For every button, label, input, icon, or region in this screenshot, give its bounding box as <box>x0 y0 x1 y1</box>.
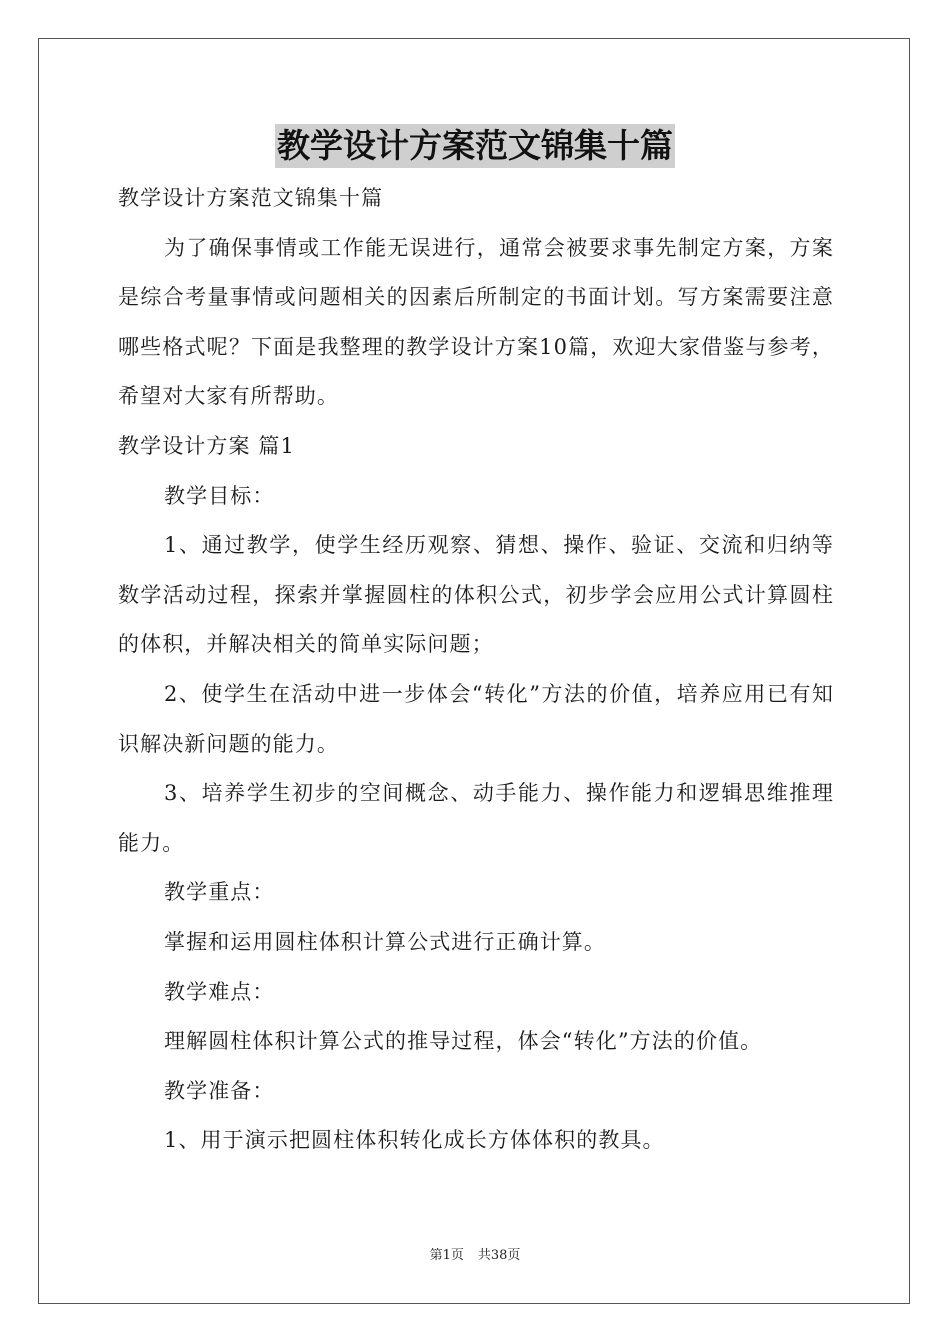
goals-label: 教学目标： <box>164 483 275 508</box>
key-label: 教学重点： <box>164 880 275 905</box>
difficulty-text: 理解圆柱体积计算公式的推导过程，体会“转化”方法的价值。 <box>164 1029 763 1054</box>
page-number: 第1页 <box>429 1248 464 1263</box>
section-heading: 教学设计方案 篇1 <box>118 433 295 458</box>
title-container <box>0 124 950 168</box>
prep-label: 教学准备： <box>164 1078 275 1103</box>
subtitle: 教学设计方案范文锦集十篇 <box>118 186 384 210</box>
goal-2-paragraph: 2、使学生在活动中进一步体会“转化”方法的价值，培养应用已有知识解决新问题的能力。 <box>118 681 834 756</box>
goal-3-paragraph: 3、培养学生初步的空间概念、动手能力、操作能力和逻辑思维推理能力。 <box>118 781 834 855</box>
page-footer <box>0 1247 950 1265</box>
goal-1-paragraph: 1、通过教学，使学生经历观察、猜想、操作、验证、交流和归纳等数学活动过程，探索并掌握圆柱的体积公式，初步学会应用公式计算圆柱的体积，并解决相关的简单实际问题； <box>118 533 834 657</box>
prep-item-1: 1、用于演示把圆柱体积转化成长方体体积的教具。 <box>164 1128 665 1153</box>
page-total: 共38页 <box>477 1248 521 1263</box>
key-text: 掌握和运用圆柱体积计算公式进行正确计算。 <box>164 929 606 954</box>
intro-paragraph: 为了确保事情或工作能无误进行，通常会被要求事先制定方案，方案是综合考量事情或问题相关的因素后所制定的书面计划。写方案需要注意哪些格式呢？下面是我整理的教学设计方案10篇，欢迎大家借鉴与参考，希望对大家有所帮助。 <box>118 235 834 409</box>
document-body <box>118 174 834 1166</box>
difficulty-label: 教学难点： <box>164 979 275 1004</box>
document-title: 教学设计方案范文锦集十篇 <box>275 124 675 168</box>
